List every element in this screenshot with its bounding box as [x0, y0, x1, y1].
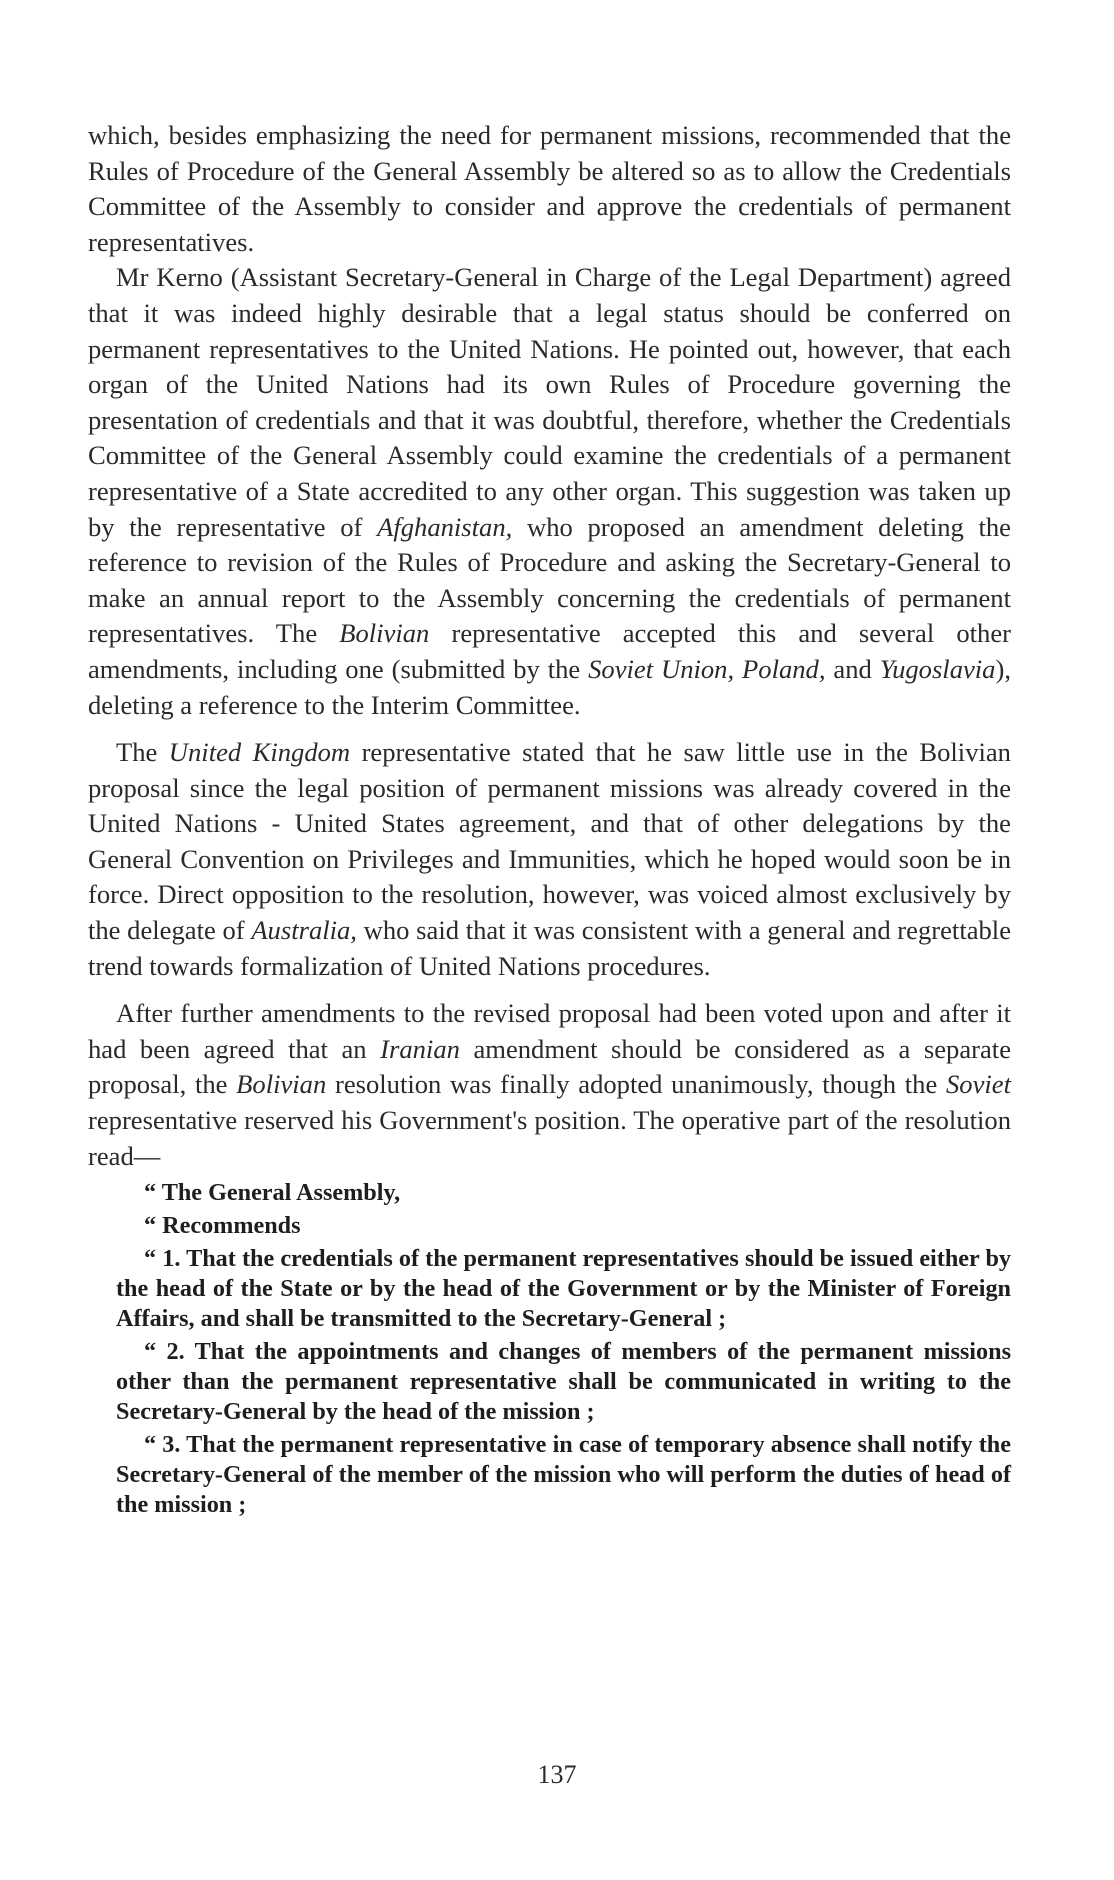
text-run: which, besides emphasizing the need for permanent missions, recommended that the Rules of Procedure of the General Assembly be altered so as to allow the Credentials Committee of the Assembly to consider and approve the credentials of permanent representatives.	[88, 120, 1011, 257]
text-run: and	[833, 653, 872, 684]
italic-run: United Kingdom	[168, 737, 351, 768]
page-body	[88, 118, 1011, 1520]
resolution-quote	[88, 1178, 1011, 1520]
italic-run: Australia,	[251, 915, 357, 946]
italic-run: Iranian	[380, 1033, 460, 1064]
paragraph-united-kingdom	[88, 735, 1011, 984]
italic-run: Bolivian	[236, 1069, 327, 1100]
text-run: who said that it was consistent with a general and regrettable trend towards formalization of United Nations procedures.	[88, 915, 1011, 981]
text-run: amendment should be considered as a separate proposal, the	[88, 1033, 1012, 1100]
text-run: representative stated that he saw little use in the Bolivian proposal since the legal position of permanent missions was already covered in the United Nations - United States agreement, and that of other delegations by the General Convention on Privileges and Immunities, which he hoped would soon be in force. Direct opposition to the resolution, however, was voiced almost exclusively by the delegate of	[88, 737, 1011, 946]
text-run: Mr Kerno (Assistant Secretary-General in Charge of the Legal Department) agreed that it was indeed highly desirable that a legal status should be conferred on permanent representatives to the United Nations. He pointed out, however, that each organ of the United Nations had its own Rules of Procedure governing the presentation of credentials and that it was doubtful, therefore, whether the Credentials Committee of the General Assembly could examine the credentials of a permanent representative of a State accredited to any other organ. This suggestion was taken up by the representative of	[88, 262, 1011, 542]
text-run: representative accepted this and several other amendments, including one (submitted by the	[88, 618, 1011, 684]
italic-run: Soviet	[946, 1069, 1011, 1100]
text-run: resolution was finally adopted unanimously, though the	[334, 1069, 938, 1100]
italic-run: Yugoslavia	[879, 653, 996, 684]
paragraph-continuation	[88, 118, 1011, 260]
text-run: representative reserved his Government's position. The operative part of the resolution read—	[88, 1105, 1011, 1171]
quote-item-1: “ 1. That the credentials of the permanent representatives should be issued either by the head of the State or by the head of the Government or by the Minister of Foreign Affairs, and shall be transmitted to the Secretary-General ;	[116, 1245, 1011, 1333]
text-run: who proposed an amendment deleting the reference to revision of the Rules of Procedure and asking the Secretary-General to make an annual report to the Assembly concerning the credentials of permanent representatives. The	[88, 511, 1011, 649]
quote-recommends: “ Recommends	[144, 1212, 301, 1240]
italic-run: Soviet Union, Poland,	[588, 653, 826, 684]
italic-run: Afghanistan,	[377, 511, 513, 542]
quote-heading: “ The General Assembly,	[144, 1179, 401, 1207]
text-run: After further amendments to the revised proposal had been voted upon and after it had been agreed that an	[88, 998, 1011, 1064]
page-number: 137	[537, 1760, 577, 1789]
quote-item-2: “ 2. That the appointments and changes of members of the permanent missions other than the permanent representative shall be communicated in writing to the Secretary-General by the head of the mission ;	[116, 1338, 1011, 1426]
paragraph-adoption	[88, 996, 1011, 1174]
text-run: ), deleting a reference to the Interim Committee.	[88, 653, 1011, 720]
paragraph-kerno	[88, 260, 1011, 723]
italic-run: Bolivian	[339, 618, 430, 649]
quote-item-3: “ 3. That the permanent representative in case of temporary absence shall notify the Secretary-General of the member of the mission who will perform the duties of head of the mission ;	[116, 1431, 1011, 1519]
text-run: The	[116, 737, 158, 768]
